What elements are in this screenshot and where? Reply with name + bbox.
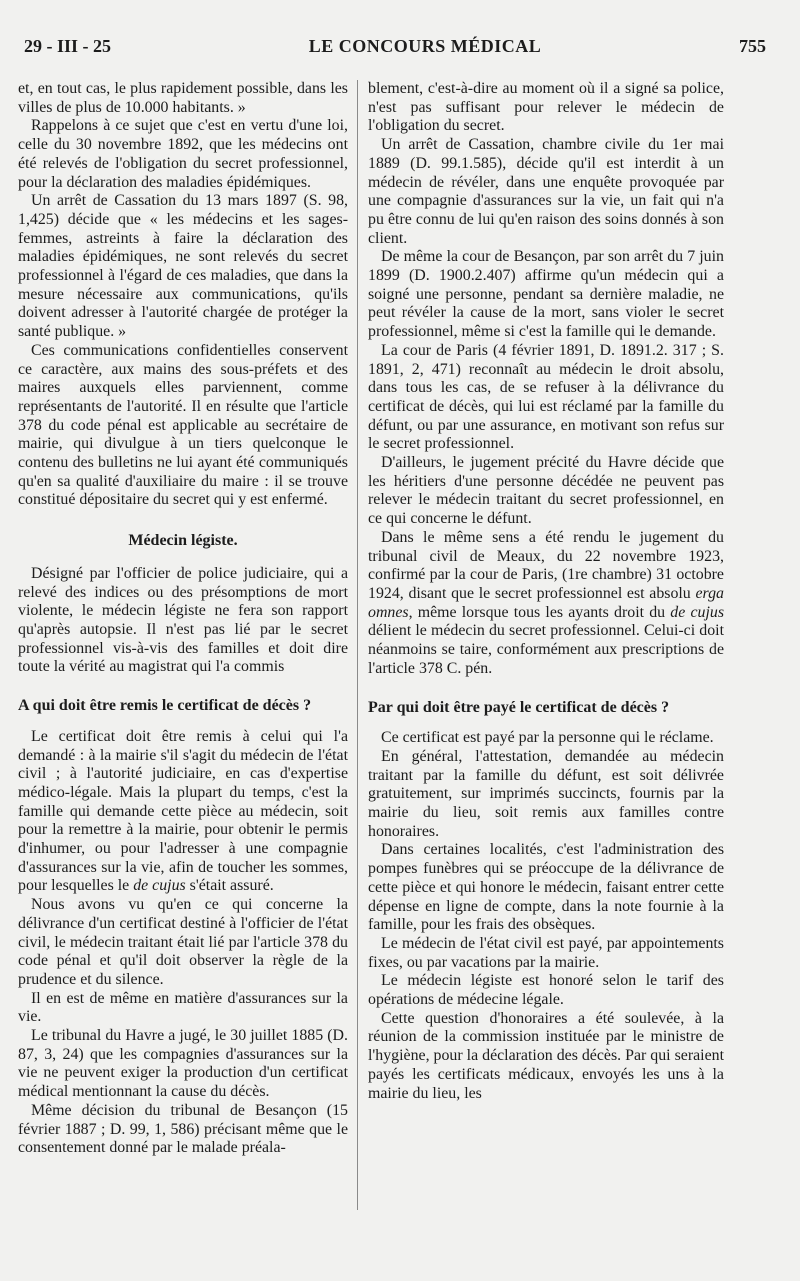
- paragraph: D'ailleurs, le jugement précité du Havre décide que les héritiers d'une personne décédée ne peuvent pas relever le médecin traitant du secret professionnel, en ce qui concerne le défunt.: [368, 454, 724, 528]
- paragraph: Un arrêt de Cassation du 13 mars 1897 (S. 98, 1,425) décide que « les médecins et les sages-femmes, astreints à faire la déclaration des maladies épidémiques, ne sont relevés du secret professionnel à l'égard de ces maladies, que dans la mesure nécessaire aux communications, qu'ils doivent adresser à l'autorité chargée de protéger la santé publique. »: [18, 192, 348, 341]
- paragraph: En général, l'attestation, demandée au médecin traitant par la famille du défunt, est soit délivrée gratuitement, sur imprimés succincts, fournis par la mairie du lieu, soit remis aux familles contre honoraires.: [368, 747, 724, 840]
- paragraph: Dans le même sens a été rendu le jugement du tribunal civil de Meaux, du 22 novembre 1923, confirmé par la cour de Paris, (1re chambre) 31 octobre 1924, disant que le secret professionnel est absolu erga omnes, même lorsque tous les ayants droit du de cujus délient le médecin du secret professionnel. Celui-ci doit néanmoins se taire, conformément aux prescriptions de l'article 378 C. pén.: [368, 528, 725, 677]
- journal-title: LE CONCOURS MÉDICAL: [308, 35, 542, 56]
- paragraph: Le médecin légiste est honoré selon le tarif des opérations de médecine légale.: [368, 972, 724, 1009]
- paragraph: La cour de Paris (4 février 1891, D. 1891.2. 317 ; S. 1891, 2, 471) reconnaît au médecin le droit absolu, dans tous les cas, de se refuser à la délivrance du certificat de décès, qui lui est réclamé par la famille du défunt, ou par une assurance, en motivant son refus sur le secret professionnel.: [368, 341, 724, 453]
- paragraph: Le certificat doit être remis à celui qui l'a demandé : à la mairie s'il s'agit du médecin de l'état civil ; à l'autorité judiciaire, en cas d'expertise médico-légale. Mais la plupart du temps, c'est la famille qui demande cette pièce au médecin, soit pour la remettre à la mairie, pour obtenir le permis d'inhumer, ou pour l'adresser à une compagnie d'assurances sur la vie, afin de toucher les sommes, pour lesquelles le de cujus s'était assuré.: [18, 727, 348, 895]
- paragraph: Le tribunal du Havre a jugé, le 30 juillet 1885 (D. 87, 3, 24) que les compagnies d'assurances sur la vie ne peuvent exiger la production d'un certificat médical mentionnant la cause du décès.: [18, 1027, 348, 1101]
- section-heading: Médecin légiste.: [128, 532, 238, 550]
- issue-date: 29 - III - 25: [24, 35, 112, 56]
- left-column: [18, 80, 348, 1158]
- paragraph: Ces communications confidentielles conservent ce caractère, aux mains des sous-préfets et des maires auxquels elles parviennent, comme représentants de l'autorité. Il en résulte que l'article 378 du code pénal est applicable au secrétaire de mairie, qui divulgue à un tiers quelconque le contenu des bulletins ne lui ayant été communiqués qu'en sa qualité d'auxiliaire du maire : il se trouve constitué dépositaire du secret qui y est enfermé.: [18, 341, 348, 509]
- paragraph: Dans certaines localités, c'est l'administration des pompes funèbres qui se préoccupe de la délivrance de cette pièce et qui honore le médecin, faisant entrer cette dépense en ligne de compte, dans la note fournie à la famille, pour les frais des obsèques.: [368, 841, 724, 934]
- paragraph: blement, c'est-à-dire au moment où il a signé sa police, n'est pas suffisant pour relever le médecin de l'obligation du secret.: [368, 80, 724, 135]
- paragraph: De même la cour de Besançon, par son arrêt du 7 juin 1899 (D. 1900.2.407) affirme qu'un médecin qui a soigné une personne, pendant sa dernière maladie, ne peut révéler la cause de la mort, sans violer le secret professionnel, même si c'est la famille qui le demande.: [368, 248, 724, 341]
- paragraph: Il en est de même en matière d'assurances sur la vie.: [18, 989, 348, 1026]
- paragraph: Ce certificat est payé par la personne qui le réclame.: [381, 729, 714, 747]
- section-heading: Par qui doit être payé le certificat de décès ?: [368, 698, 670, 716]
- paragraph: Nous avons vu qu'en ce qui concerne la délivrance d'un certificat destiné à l'officier de l'état civil, le médecin traitant était lié par l'article 378 du code pénal et qu'il doit observer la règle de la prudence et du silence.: [18, 896, 348, 988]
- paragraph: et, en tout cas, le plus rapidement possible, dans les villes de plus de 10.000 habitants. »: [18, 80, 348, 116]
- page-header: [24, 32, 766, 60]
- paragraph: Même décision du tribunal de Besançon (15 février 1887 ; D. 99, 1, 586) précisant même que le consentement donné par le malade préala-: [18, 1101, 348, 1157]
- right-column: [368, 80, 724, 1103]
- paragraph: Rappelons à ce sujet que c'est en vertu d'une loi, celle du 30 novembre 1892, que les médecins ont été relevés de l'obligation du secret professionnel, pour la déclaration des maladies épidémiques.: [18, 117, 348, 191]
- paragraph: Cette question d'honoraires a été soulevée, à la réunion de la commission instituée par le ministre de l'hygiène, pour la déclaration des décès. Par qui seraient payés les certificats médicaux, envoyés les uns à la mairie du lieu, les: [368, 1009, 724, 1102]
- column-divider: [357, 80, 358, 1210]
- paragraph: Un arrêt de Cassation, chambre civile du 1er mai 1889 (D. 99.1.585), décide qu'il est interdit à un médecin de révéler, dans une enquête provoquée par une compagnie d'assurances sur la vie, un fait qui n'a pu être connu de lui qu'en raison des soins donnés à son client.: [368, 136, 724, 247]
- paragraph: Désigné par l'officier de police judiciaire, qui a relevé des indices ou des présomptions de mort violente, le médecin légiste ne fera son rapport qu'après autopsie. Il n'est pas lié par le secret professionnel vis-à-vis des familles et doit dire toute la vérité au magistrat qui l'a commis: [18, 564, 348, 676]
- section-heading: A qui doit être remis le certificat de décès ?: [18, 697, 312, 715]
- page-number: 755: [738, 35, 766, 56]
- paragraph: Le médecin de l'état civil est payé, par appointements fixes, ou par vacations par la mairie.: [368, 934, 724, 971]
